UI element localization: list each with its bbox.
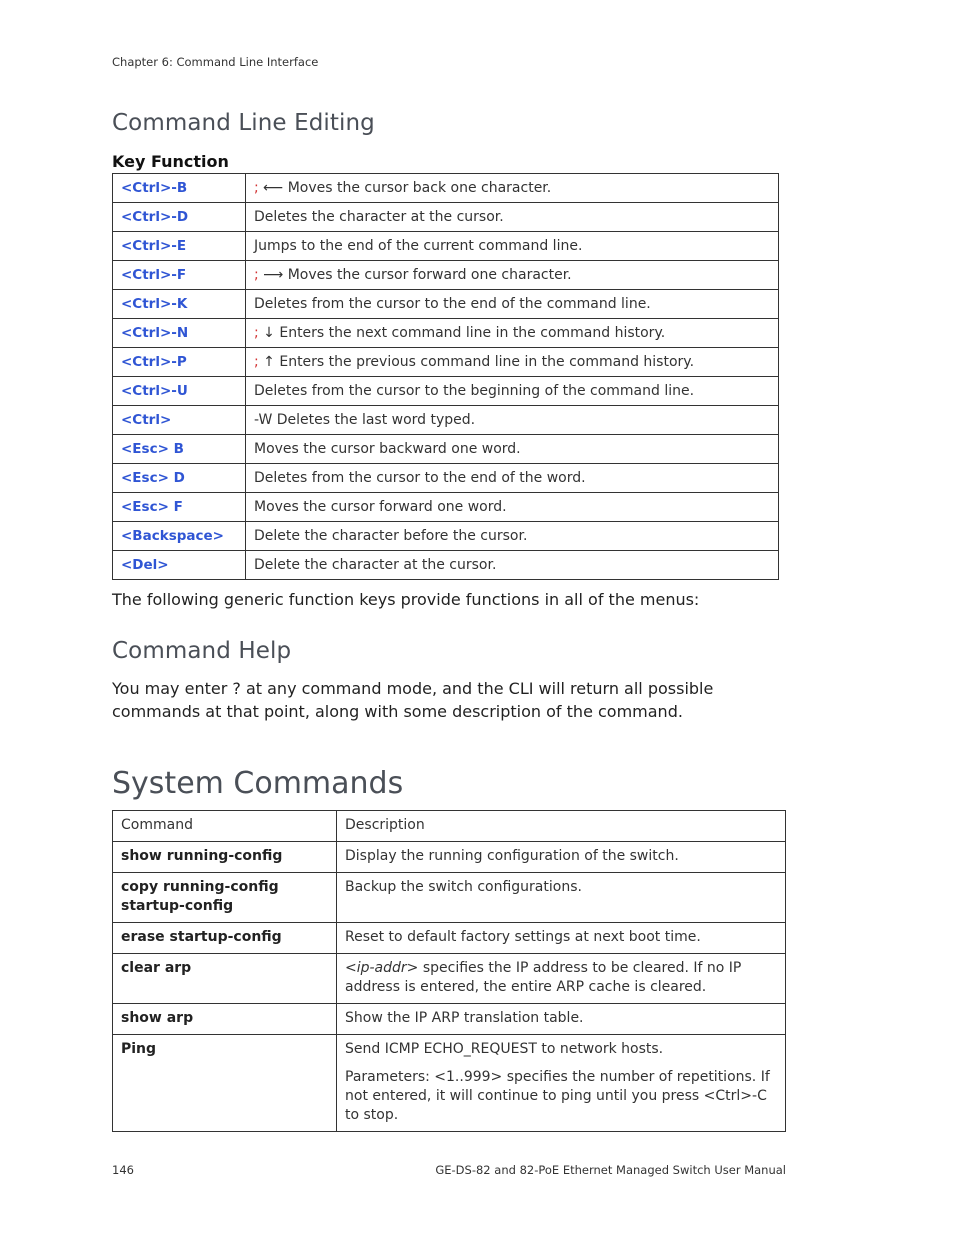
- semicolon-mark: ;: [254, 354, 259, 370]
- section-title-command-line-editing: Command Line Editing: [112, 110, 375, 136]
- key-cell: <Del>: [113, 551, 246, 580]
- command-cell: Ping: [113, 1035, 337, 1132]
- table-row: [113, 377, 779, 406]
- table-row: [113, 842, 786, 873]
- key-cell: <Ctrl>-K: [113, 290, 246, 319]
- description-text: ⟵ Moves the cursor back one character.: [258, 180, 552, 196]
- section-title-command-help: Command Help: [112, 638, 292, 664]
- command-help-line: commands at that point, along with some description of the command.: [112, 702, 683, 721]
- ip-addr-param: <ip-addr>: [345, 960, 419, 976]
- generic-keys-paragraph: The following generic function keys provide functions in all of the menus:: [112, 590, 700, 609]
- page-number: 146: [112, 1163, 134, 1177]
- description-cell: [246, 319, 779, 348]
- column-header-description: Description: [337, 811, 786, 842]
- command-cell: erase startup-config: [113, 923, 337, 954]
- table-header-row: [113, 811, 786, 842]
- key-cell: <Esc> B: [113, 435, 246, 464]
- command-cell: copy running-config startup-config: [113, 873, 337, 923]
- command-cell: show arp: [113, 1004, 337, 1035]
- description-cell: [246, 377, 779, 406]
- key-function-label: Key Function: [112, 152, 229, 171]
- table-row: [113, 522, 779, 551]
- description-text: ⟶ Moves the cursor forward one character.: [258, 267, 572, 283]
- semicolon-mark: ;: [254, 267, 259, 283]
- key-cell: <Backspace>: [113, 522, 246, 551]
- description-text: Jumps to the end of the current command line.: [254, 238, 583, 254]
- table-row: [113, 319, 779, 348]
- table-row: [113, 1004, 786, 1035]
- command-help-line: You may enter ? at any command mode, and the CLI will return all possible: [112, 679, 714, 698]
- table-row: [113, 290, 779, 319]
- system-commands-table: [112, 810, 786, 1132]
- description-text: Moves the cursor forward one word.: [254, 499, 507, 515]
- table-row: [113, 551, 779, 580]
- description-text: Deletes from the cursor to the beginning of the command line.: [254, 383, 695, 399]
- table-row: [113, 435, 779, 464]
- key-cell: <Ctrl>-N: [113, 319, 246, 348]
- description-cell: [246, 348, 779, 377]
- description-cell: Reset to default factory settings at next boot time.: [337, 923, 786, 954]
- semicolon-mark: ;: [254, 325, 259, 341]
- description-text: specifies the IP address to be cleared. If no IP address is entered, the entire ARP cache is cleared.: [345, 960, 742, 995]
- semicolon-mark: ;: [254, 180, 259, 196]
- description-cell: [246, 435, 779, 464]
- key-cell: <Ctrl>-F: [113, 261, 246, 290]
- description-text: ↑ Enters the previous command line in the command history.: [258, 354, 695, 370]
- description-cell: Backup the switch configurations.: [337, 873, 786, 923]
- key-cell: <Esc> D: [113, 464, 246, 493]
- description-cell: [246, 203, 779, 232]
- description-cell: Show the IP ARP translation table.: [337, 1004, 786, 1035]
- table-row: [113, 954, 786, 1004]
- key-cell: <Ctrl>-B: [113, 174, 246, 203]
- description-text: Moves the cursor backward one word.: [254, 441, 521, 457]
- description-cell: [246, 522, 779, 551]
- description-cell: [337, 954, 786, 1004]
- description-cell: [246, 551, 779, 580]
- description-cell: [246, 174, 779, 203]
- command-cell: clear arp: [113, 954, 337, 1004]
- description-text: -W Deletes the last word typed.: [254, 412, 476, 428]
- key-cell: <Ctrl>-P: [113, 348, 246, 377]
- command-cell: show running-config: [113, 842, 337, 873]
- description-text: Send ICMP ECHO_REQUEST to network hosts.: [345, 1041, 664, 1057]
- description-cell: [246, 232, 779, 261]
- manual-title: GE-DS-82 and 82-PoE Ethernet Managed Switch User Manual: [435, 1163, 786, 1177]
- table-row: [113, 174, 779, 203]
- key-function-table: [112, 173, 779, 580]
- description-text: Delete the character at the cursor.: [254, 557, 497, 573]
- description-text: Delete the character before the cursor.: [254, 528, 528, 544]
- description-cell: [337, 1035, 786, 1132]
- table-row: [113, 261, 779, 290]
- command-help-paragraph: [112, 677, 713, 723]
- description-cell: [246, 261, 779, 290]
- key-cell: <Ctrl>-D: [113, 203, 246, 232]
- description-text: ↓ Enters the next command line in the command history.: [258, 325, 666, 341]
- key-cell: <Ctrl>: [113, 406, 246, 435]
- table-row: [113, 493, 779, 522]
- key-cell: <Ctrl>-E: [113, 232, 246, 261]
- table-row: [113, 203, 779, 232]
- table-row: [113, 873, 786, 923]
- description-cell: [246, 406, 779, 435]
- column-header-command: Command: [113, 811, 337, 842]
- description-cell: Display the running configuration of the switch.: [337, 842, 786, 873]
- table-row: [113, 232, 779, 261]
- description-text: Deletes from the cursor to the end of the command line.: [254, 296, 651, 312]
- table-row: [113, 464, 779, 493]
- table-row: [113, 923, 786, 954]
- description-cell: [246, 290, 779, 319]
- table-row: [113, 348, 779, 377]
- section-title-system-commands: System Commands: [112, 766, 404, 801]
- description-cell: [246, 464, 779, 493]
- description-cell: [246, 493, 779, 522]
- key-cell: <Ctrl>-U: [113, 377, 246, 406]
- description-text: Deletes from the cursor to the end of the word.: [254, 470, 586, 486]
- table-row: [113, 1035, 786, 1132]
- table-row: [113, 406, 779, 435]
- chapter-header: Chapter 6: Command Line Interface: [112, 55, 319, 69]
- parameters-text: Parameters: <1..999> specifies the number of repetitions. If not entered, it will continue to ping until you press <Ctrl>-C to stop.: [345, 1069, 770, 1123]
- description-text: Deletes the character at the cursor.: [254, 209, 504, 225]
- key-cell: <Esc> F: [113, 493, 246, 522]
